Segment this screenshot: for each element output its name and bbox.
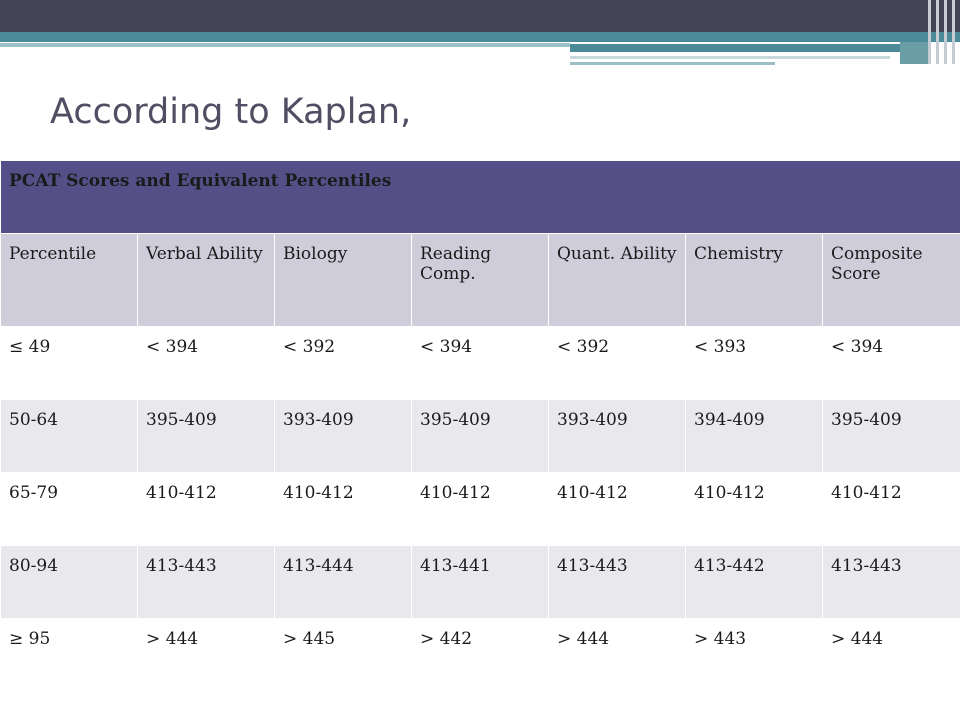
table-cell: < 394 [412, 327, 549, 400]
pcat-scores-table [0, 160, 960, 692]
decorative-stripe [570, 56, 890, 59]
decorative-line [952, 0, 955, 64]
column-header: Biology [275, 234, 412, 327]
table-cell: > 444 [823, 619, 960, 692]
table-cell: 413-443 [549, 546, 686, 619]
column-header: Percentile [1, 234, 138, 327]
table-cell: 393-409 [275, 400, 412, 473]
table-cell: 413-443 [823, 546, 960, 619]
table-cell: > 444 [549, 619, 686, 692]
slide-title: According to Kaplan, [50, 92, 412, 132]
table-cell: 410-412 [549, 473, 686, 546]
decorative-stripe [570, 44, 900, 52]
table-cell: < 392 [275, 327, 412, 400]
table-cell: 410-412 [686, 473, 823, 546]
table-cell: < 393 [686, 327, 823, 400]
table-cell: < 394 [823, 327, 960, 400]
column-header: Composite Score [823, 234, 960, 327]
table-cell: 80-94 [1, 546, 138, 619]
decorative-line [944, 0, 947, 64]
decorative-vertical-lines [926, 0, 960, 64]
column-header: Reading Comp. [412, 234, 549, 327]
table-cell: 413-444 [275, 546, 412, 619]
table-caption-row [1, 161, 960, 234]
header-bar [0, 0, 960, 32]
table-cell: > 444 [138, 619, 275, 692]
table-row [1, 473, 960, 546]
column-header: Chemistry [686, 234, 823, 327]
table-cell: 65-79 [1, 473, 138, 546]
table-cell: 395-409 [138, 400, 275, 473]
table-cell: ≥ 95 [1, 619, 138, 692]
accent-bar [0, 32, 960, 42]
table-cell: 393-409 [549, 400, 686, 473]
table-cell: > 445 [275, 619, 412, 692]
table-cell: 410-412 [823, 473, 960, 546]
table-cell: 410-412 [275, 473, 412, 546]
table-cell: 50-64 [1, 400, 138, 473]
table-cell: ≤ 49 [1, 327, 138, 400]
table-cell: < 392 [549, 327, 686, 400]
column-header: Verbal Ability [138, 234, 275, 327]
table-cell: 395-409 [823, 400, 960, 473]
table-row [1, 546, 960, 619]
table-caption: PCAT Scores and Equivalent Percentiles [1, 161, 960, 234]
table-cell: > 443 [686, 619, 823, 692]
table-cell: 410-412 [412, 473, 549, 546]
table-row [1, 327, 960, 400]
table-cell: 413-442 [686, 546, 823, 619]
table-cell: 394-409 [686, 400, 823, 473]
table-cell: 413-441 [412, 546, 549, 619]
decorative-stripe [0, 43, 570, 47]
table-header-row [1, 234, 960, 327]
table-cell: > 442 [412, 619, 549, 692]
table-cell: 395-409 [412, 400, 549, 473]
column-header: Quant. Ability [549, 234, 686, 327]
decorative-stripe [570, 62, 775, 65]
decorative-line [936, 0, 939, 64]
table-cell: < 394 [138, 327, 275, 400]
table-row [1, 400, 960, 473]
table-cell: 413-443 [138, 546, 275, 619]
table-cell: 410-412 [138, 473, 275, 546]
table-row [1, 619, 960, 692]
decorative-line [928, 0, 931, 64]
